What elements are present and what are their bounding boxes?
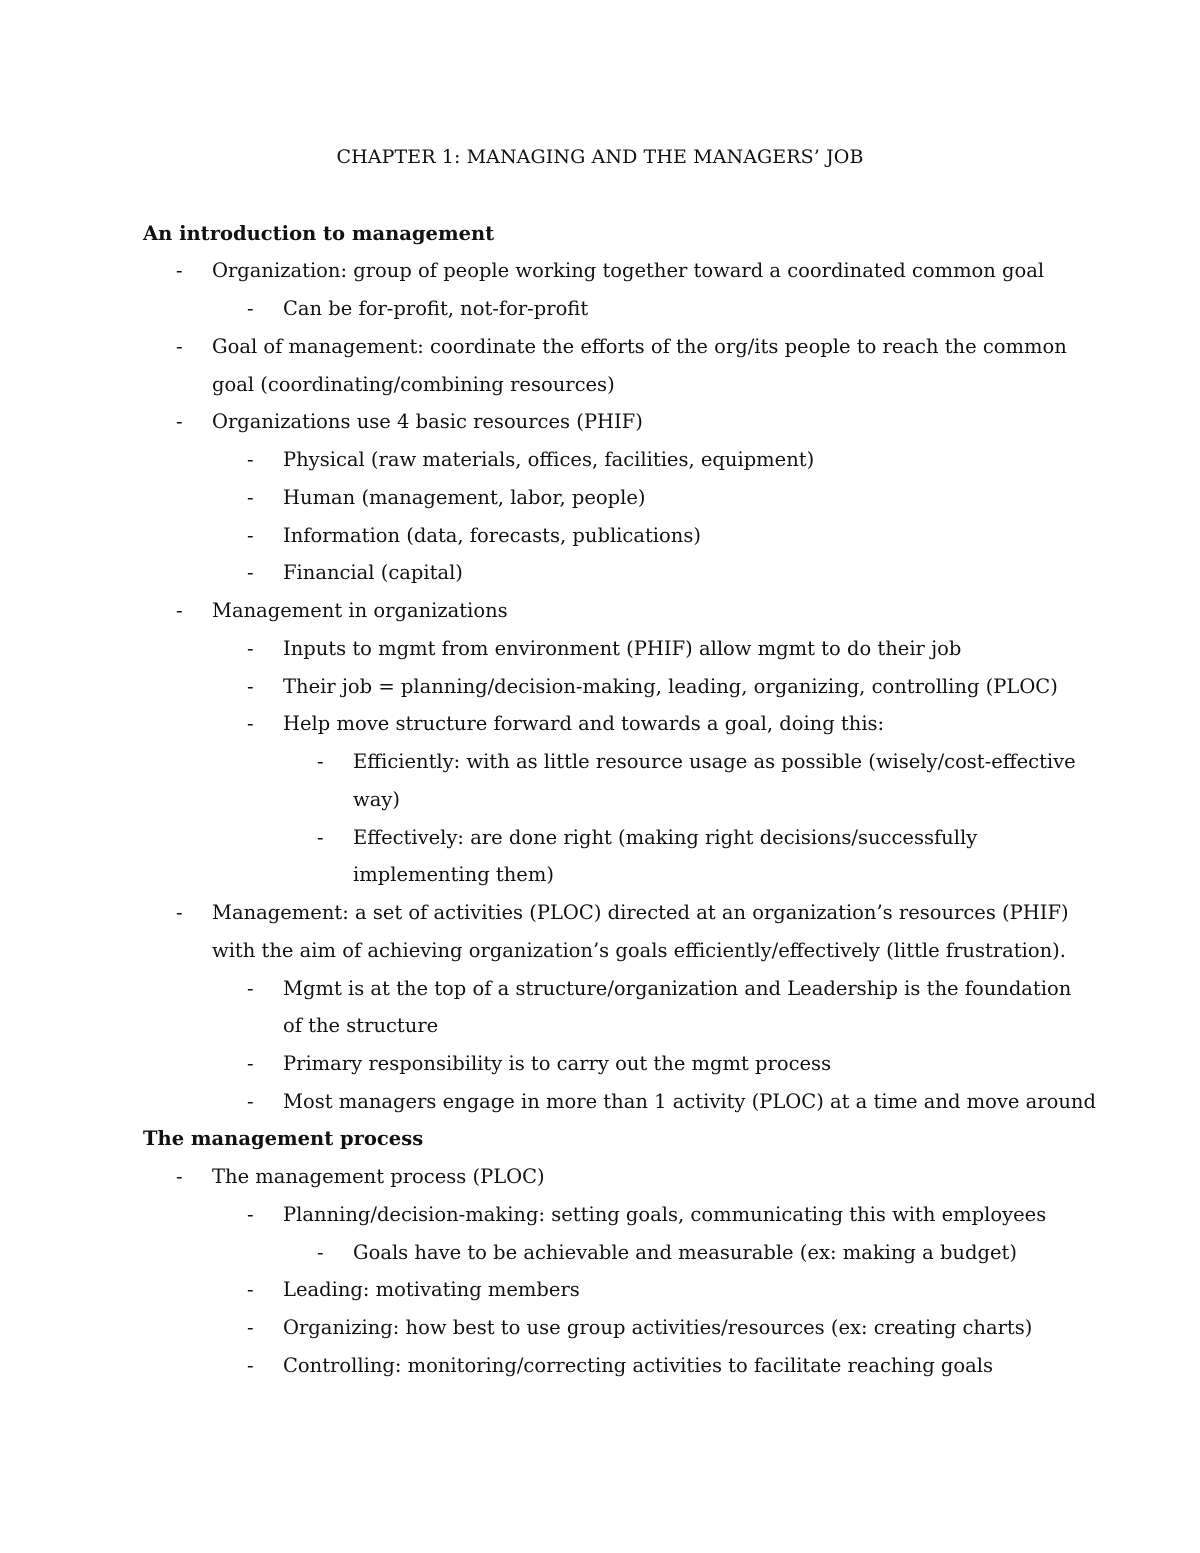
list-item-continuation: with the aim of achieving organization’s goals efficiently/effectively (little frustration).: [212, 939, 1066, 962]
list-item: - Financial (capital): [247, 561, 463, 584]
list-item: - Organizations use 4 basic resources (PHIF): [176, 410, 643, 433]
list-item: - Most managers engage in more than 1 activity (PLOC) at a time and move around: [247, 1090, 1096, 1113]
list-item: - Their job = planning/decision-making, leading, organizing, controlling (PLOC): [247, 675, 1058, 698]
list-item: - Human (management, labor, people): [247, 486, 646, 509]
section-heading: An introduction to management: [143, 222, 495, 245]
list-item: - Help move structure forward and towards a goal, doing this:: [247, 712, 885, 735]
list-item: - Organization: group of people working together toward a coordinated common goal: [176, 259, 1045, 282]
list-item: - Inputs to mgmt from environment (PHIF) allow mgmt to do their job: [247, 637, 962, 660]
list-item: - Primary responsibility is to carry out the mgmt process: [247, 1052, 832, 1075]
list-item-continuation: way): [353, 788, 400, 811]
page-title: CHAPTER 1: MANAGING AND THE MANAGERS’ JOB: [336, 146, 864, 168]
list-item-continuation: goal (coordinating/combining resources): [212, 373, 615, 396]
list-item-continuation: implementing them): [353, 863, 554, 886]
list-item: - The management process (PLOC): [176, 1165, 545, 1188]
section-heading: The management process: [143, 1127, 424, 1150]
list-item: - Information (data, forecasts, publications): [247, 524, 701, 547]
list-item: - Goal of management: coordinate the efforts of the org/its people to reach the common: [176, 335, 1067, 358]
list-item: - Management in organizations: [176, 599, 508, 622]
list-item: - Management: a set of activities (PLOC) directed at an organization’s resources (PHIF): [176, 901, 1069, 924]
list-item-continuation: of the structure: [283, 1014, 439, 1037]
list-item: - Planning/decision-making: setting goals, communicating this with employees: [247, 1203, 1047, 1226]
list-item: - Physical (raw materials, offices, facilities, equipment): [247, 448, 815, 471]
list-item: - Efficiently: with as little resource usage as possible (wisely/cost-effective: [317, 750, 1076, 773]
list-item: - Effectively: are done right (making right decisions/successfully: [317, 826, 978, 849]
list-item: - Organizing: how best to use group activities/resources (ex: creating charts): [247, 1316, 1033, 1339]
list-item: - Controlling: monitoring/correcting activities to facilitate reaching goals: [247, 1354, 993, 1377]
list-item: - Mgmt is at the top of a structure/organization and Leadership is the foundation: [247, 977, 1072, 1000]
list-item: - Can be for-profit, not-for-profit: [247, 297, 589, 320]
list-item: - Goals have to be achievable and measurable (ex: making a budget): [317, 1241, 1017, 1264]
list-item: - Leading: motivating members: [247, 1278, 580, 1301]
